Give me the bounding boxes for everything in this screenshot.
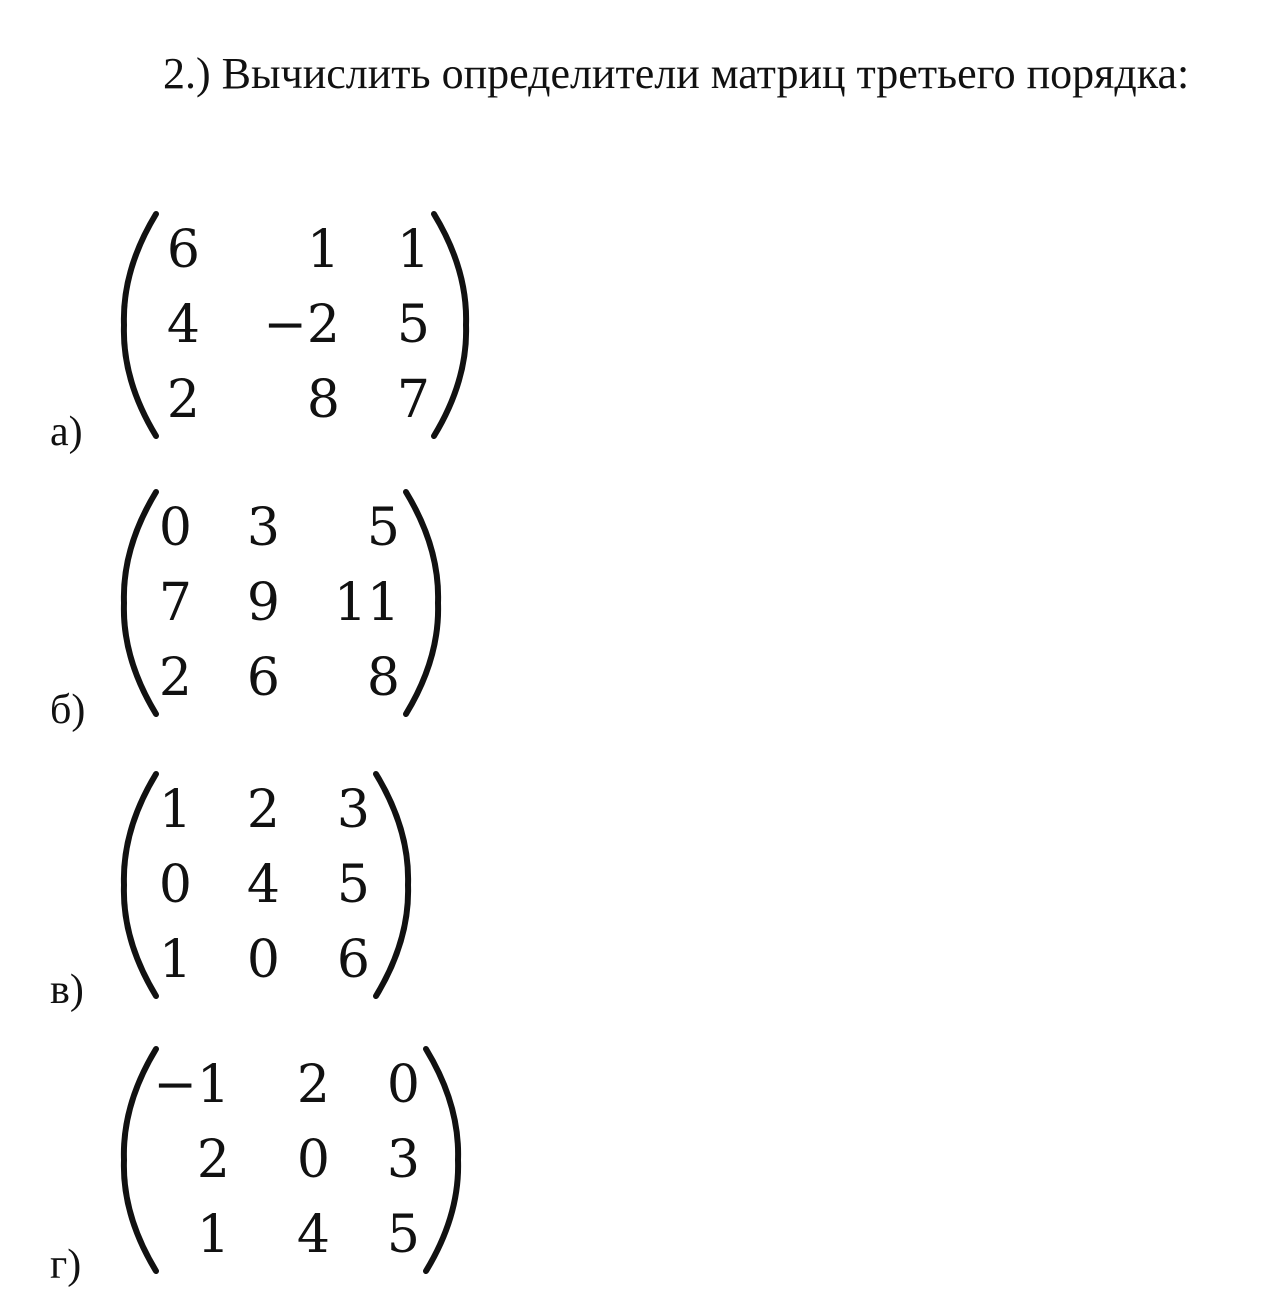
matrix-v [120, 770, 420, 1000]
matrix-cell: 2 [166, 370, 200, 430]
right-paren [372, 770, 412, 1000]
item-label-b: б) [50, 687, 86, 733]
item-label-g: г) [50, 1242, 82, 1288]
matrix-cell: 0 [386, 1055, 420, 1115]
matrix-cell: 0 [296, 1130, 330, 1190]
matrix-cell: 1 [158, 930, 192, 990]
matrix-cell: 1 [196, 1205, 230, 1265]
right-paren [402, 488, 442, 718]
matrix-cell: 8 [366, 648, 400, 708]
matrix-cell: 2 [296, 1055, 330, 1115]
item-label-a: а) [50, 409, 83, 455]
matrix-cell: 4 [246, 855, 280, 915]
matrix-cell: 1 [158, 780, 192, 840]
matrix-cell: 3 [336, 780, 370, 840]
matrix-cell: 2 [196, 1130, 230, 1190]
matrix-cell: 7 [396, 370, 430, 430]
matrix-cell: −2 [263, 295, 340, 355]
matrix-cell: 2 [158, 648, 192, 708]
matrix-cell: 9 [246, 573, 280, 633]
matrix-cell: 11 [333, 573, 400, 633]
matrix-cell: 2 [246, 780, 280, 840]
matrix-b [120, 488, 460, 718]
matrix-cell: −1 [153, 1055, 230, 1115]
matrix-cell: 0 [158, 855, 192, 915]
right-paren [430, 210, 470, 440]
matrix-g [120, 1045, 480, 1275]
matrix-cell: 5 [366, 498, 400, 558]
matrix-cell: 4 [166, 295, 200, 355]
matrix-cell: 1 [306, 220, 340, 280]
matrix-cell: 5 [386, 1205, 420, 1265]
matrix-cell: 5 [336, 855, 370, 915]
matrix-cell: 1 [396, 220, 430, 280]
matrix-cell: 4 [296, 1205, 330, 1265]
right-paren [422, 1045, 462, 1275]
task-title: 2.) Вычислить определители матриц третьего порядка: [163, 49, 1190, 98]
matrix-cell: 5 [396, 295, 430, 355]
matrix-cell: 6 [166, 220, 200, 280]
matrix-cell: 7 [158, 573, 192, 633]
matrix-cell: 3 [246, 498, 280, 558]
matrix-cell: 6 [336, 930, 370, 990]
matrix-cell: 6 [246, 648, 280, 708]
matrix-cell: 0 [158, 498, 192, 558]
matrix-a [120, 210, 480, 440]
matrix-cell: 8 [306, 370, 340, 430]
matrix-cell: 0 [246, 930, 280, 990]
item-label-v: в) [50, 967, 84, 1013]
matrix-cell: 3 [386, 1130, 420, 1190]
